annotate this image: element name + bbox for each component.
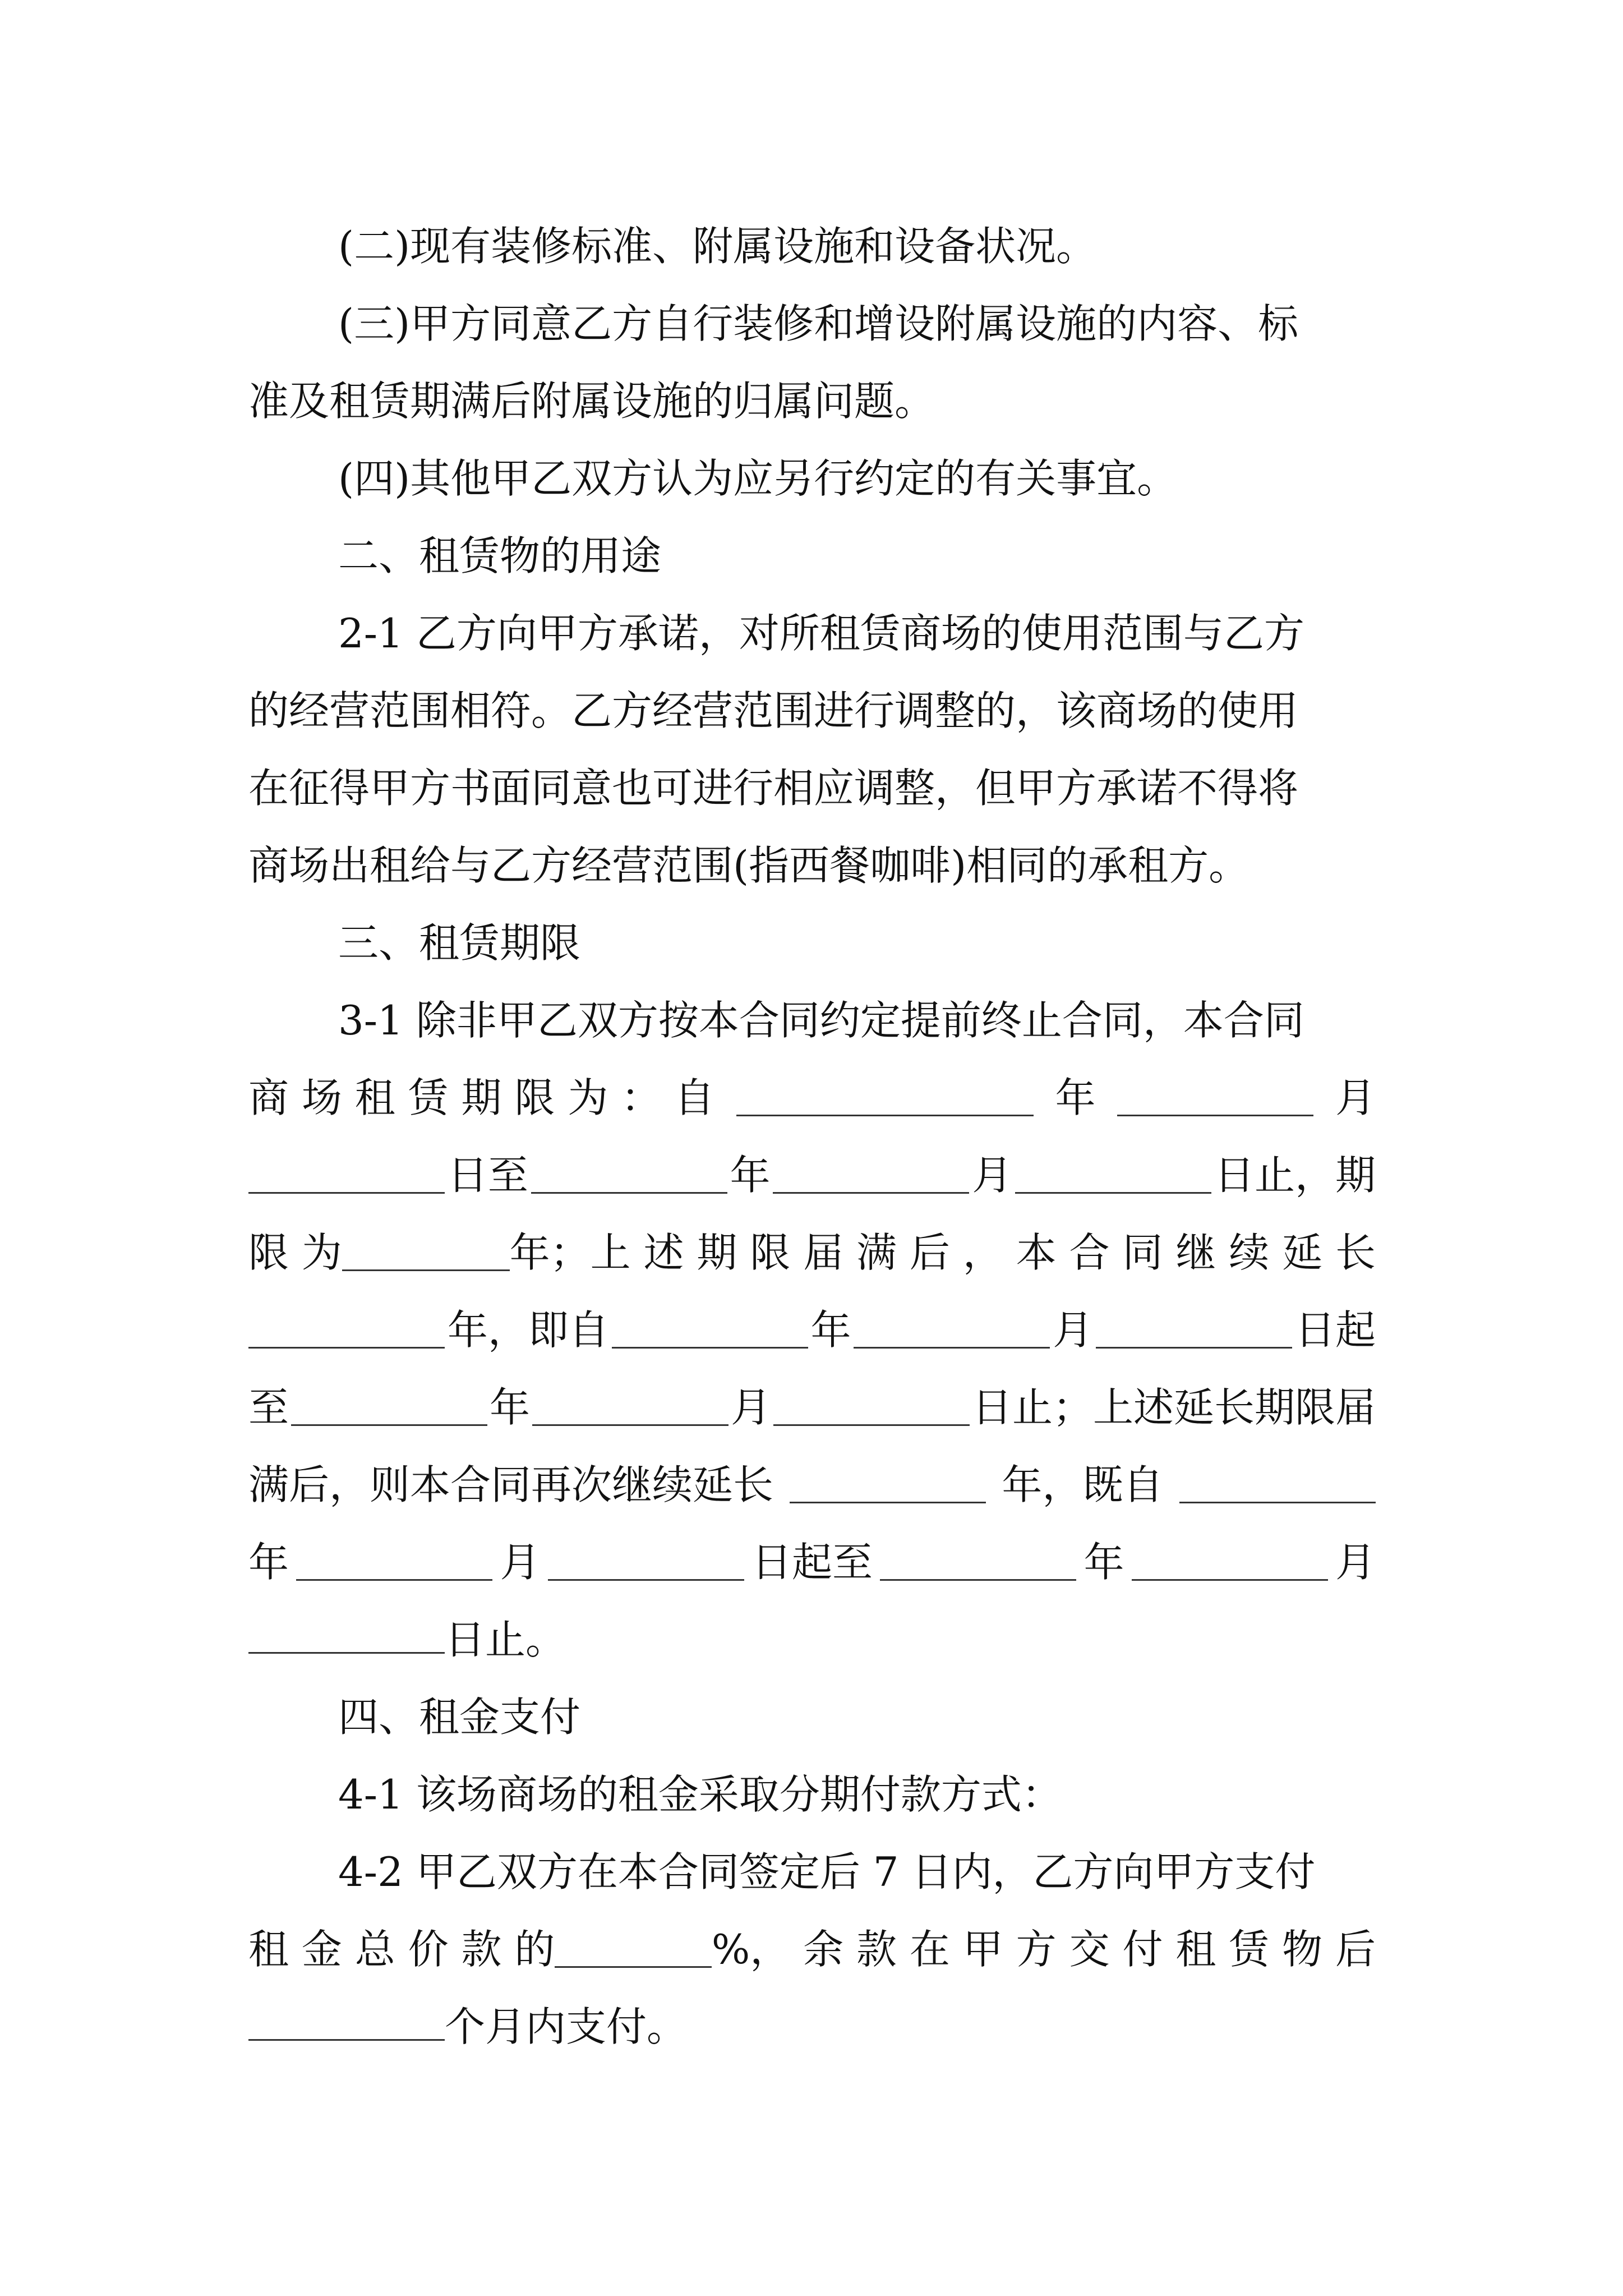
term-line-6 [248,1446,1376,1524]
blank-field [880,1544,1076,1581]
payment-text: 租 金 总 价 款 的 [248,1926,555,1973]
blank-field [342,1235,510,1271]
section-heading: 四、租金支付 [338,1694,581,1741]
term-text: 日止，期 [1214,1152,1376,1199]
paragraph-continuation: 商场出租给与乙方经营范围(指西餐咖啡)相同的承租方。 [248,842,1249,889]
blank-field [854,1312,1050,1349]
blank-field [248,1312,445,1349]
payment-line-end [248,1988,1376,2065]
term-text: 月 [730,1384,771,1431]
term-text: 日起至 [751,1539,873,1586]
blank-field [1179,1467,1376,1503]
term-text: 年 [489,1384,530,1431]
payment-line [248,1911,1376,1988]
term-text: 日起 [1294,1306,1376,1354]
term-text: 年 [1083,1539,1124,1586]
term-text: 日止；上述延长期限届 [971,1384,1376,1431]
term-text: 年 [810,1306,851,1354]
paragraph: 3-1 除非甲乙双方按本合同约定提前终止合同，本合同 [338,997,1304,1044]
blank-field [291,1389,487,1426]
term-line-8 [248,1601,1376,1678]
term-text: 月 [1335,1074,1376,1121]
term-text: 年 [1055,1074,1096,1121]
term-line-5 [248,1369,1376,1446]
term-text: 月 [1053,1306,1094,1354]
paragraph-continuation: 的经营范围相符。乙方经营范围进行调整的，该商场的使用 [248,687,1299,734]
section-heading: 三、租赁期限 [338,919,581,967]
paragraph: (四)其他甲乙双方认为应另行约定的有关事宜。 [338,455,1178,502]
term-text: 商 场 租 赁 期 限 为 ： 自 [248,1074,715,1121]
blank-field [555,1931,711,1968]
term-text: 月 [1335,1539,1376,1586]
term-line-7 [248,1524,1376,1601]
payment-text: 个月内支付。 [445,2003,688,2050]
term-text: 年；上 述 期 限 届 满 后 ， 本 合 同 继 续 延 长 [509,1229,1376,1276]
term-text: 年 [248,1539,289,1586]
document-body [248,208,1376,2065]
paragraph: 4-2 甲乙双方在本合同签定后 7 日内，乙方向甲方支付 [338,1848,1316,1895]
term-text: 限 为 [248,1229,342,1276]
term-text: 日止。 [445,1616,566,1663]
term-text: 年，即自 [447,1306,609,1354]
blank-field [531,1157,727,1194]
blank-field [773,1157,969,1194]
paragraph-continuation: 在征得甲方书面同意也可进行相应调整，但甲方承诺不得将 [248,765,1299,812]
term-line-1 [248,1059,1376,1137]
blank-field [548,1544,744,1581]
term-text: 月 [972,1152,1013,1199]
blank-field [1096,1312,1292,1349]
paragraph: 4-1 该场商场的租金采取分期付款方式： [338,1771,1062,1818]
blank-field [736,1080,1034,1116]
term-text: 满后，则本合同再次继续延长 [248,1461,774,1508]
paragraph: (三)甲方同意乙方自行装修和增设附属设施的内容、标 [338,300,1299,347]
blank-field [248,2004,445,2041]
payment-text: %， 余 款 在 甲 方 交 付 租 赁 物 后 [711,1926,1376,1973]
blank-field [773,1389,970,1426]
blank-field [1132,1544,1328,1581]
term-text: 年，既自 [1002,1461,1164,1508]
term-line-2 [248,1137,1376,1214]
term-text: 日至 [447,1152,528,1199]
blank-field [248,1617,445,1654]
blank-field [612,1312,808,1349]
blank-field [532,1389,728,1426]
term-text: 至 [248,1384,289,1431]
blank-field [296,1544,492,1581]
section-heading: 二、租赁物的用途 [338,532,662,579]
blank-field [1015,1157,1211,1194]
blank-field [1117,1080,1313,1116]
term-line-3 [248,1214,1376,1291]
paragraph: 2-1 乙方向甲方承诺，对所租赁商场的使用范围与乙方 [338,610,1304,657]
term-line-4 [248,1291,1376,1369]
term-text: 年 [730,1152,771,1199]
blank-field [790,1467,986,1503]
term-text: 月 [500,1539,541,1586]
paragraph-continuation: 准及租赁期满后附属设施的归属问题。 [248,378,935,425]
blank-field [248,1157,445,1194]
paragraph: (二)现有装修标准、附属设施和设备状况。 [338,223,1097,270]
